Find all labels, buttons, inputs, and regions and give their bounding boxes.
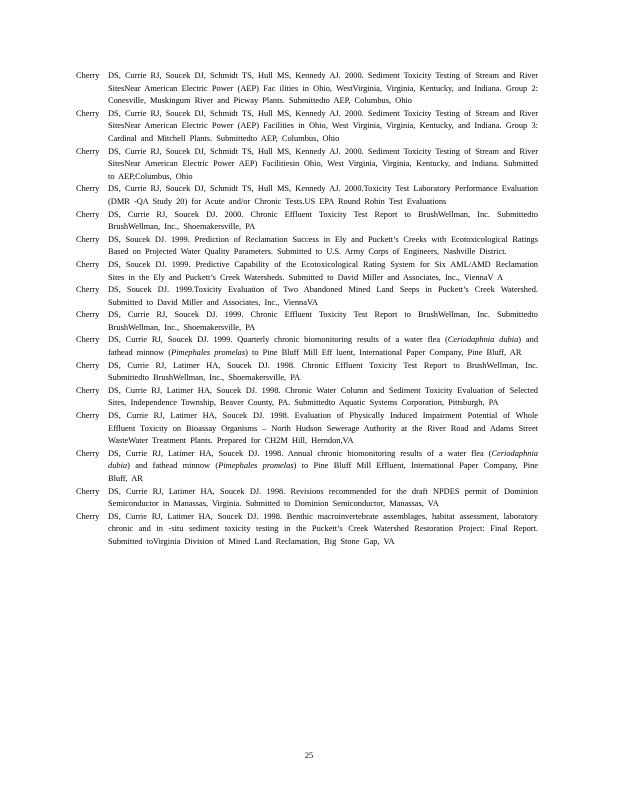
reference-text: ) and fathead minnow (: [127, 461, 219, 471]
reference-author-lead: Cherry: [76, 310, 100, 320]
reference-entry: [76, 259, 538, 284]
reference-text: DS, Currie RJ, Latimer HA, Soucek DJ. 1998. Revisions recommended for the draft NPDES permit of Dominion Semiconductor in Manassas, Virginia. Submitted to Dominion Semiconductor, Manassas, VA: [108, 486, 538, 509]
reference-author-lead: Cherry: [76, 108, 100, 118]
reference-author-lead: Cherry: [76, 184, 100, 194]
reference-text: DS, Currie RJ, Soucek DJ, Schmidt TS, Hull MS, Kennedy AJ. 2000.Toxicity Test Laboratory Performance Evaluation (DMR -QA Study 20) for Acute and/or Chronic Tests.US EPA Round Robin Test Evaluations: [108, 184, 538, 206]
reference-entry: [76, 385, 538, 410]
reference-list: [76, 70, 538, 549]
reference-author-lead: Cherry: [76, 448, 100, 458]
reference-entry: [76, 284, 538, 309]
reference-entry: [76, 108, 538, 146]
reference-text: ) to Pine Bluff Mill Eff luent, International Paper Company, Pine Bluff, AR: [245, 348, 522, 358]
reference-entry: [76, 410, 538, 448]
reference-entry: [76, 334, 538, 359]
reference-author-lead: Cherry: [76, 335, 100, 345]
reference-author-lead: Cherry: [76, 234, 100, 244]
species-name: Pimephales promelas: [218, 461, 294, 471]
reference-entry: [76, 70, 538, 108]
reference-text: DS, Soucek DJ. 1999. Prediction of Reclamation Success in Ely and Puckett’s Creeks with Ecotoxicological Ratings Based on Projected Water Quality Parameters. Submitted to U.S. Army Corps of Engineers, Nashville District.: [108, 234, 538, 257]
reference-author-lead: Cherry: [76, 411, 100, 421]
reference-text: DS, Currie RJ, Soucek DJ, Schmidt TS, Hull MS, Kennedy AJ. 2000. Sediment Toxicity Testing of Stream and River SitesNear American Electric Power (AEP) Fac ilities in Ohio, WestVirginia, Virginia, Kentucky, and Indiana. Group 2: Conesville, Muskingum River and Picway Plants. Submittedto AEP, Columbus, Ohio: [108, 71, 538, 106]
reference-text: DS, Soucek DJ. 1999. Predictive Capability of the Ecotoxicological Rating System for Six AML/AMD Reclamation Sites in the Ely and Puckett’s Creek Watersheds. Submitted to David Miller and Associates, Inc., ViennaV A: [108, 259, 538, 282]
reference-text: DS, Currie RJ, Latimer HA, Soucek DJ. 1998. Chronic Effluent Toxicity Test Report to BrushWellman, Inc. Submittedto BrushWellman, Inc., Shoemakersville, PA: [108, 360, 538, 383]
reference-entry: [76, 234, 538, 259]
reference-text: DS, Currie RJ, Latimer HA, Soucek DJ. 1998. Chronic Water Column and Sediment Toxicity Evaluation of Selected Sites, Independence Township, Beaver County, PA. Submittedto Aquatic Systems Corporation, Pittsburgh, PA: [108, 385, 538, 408]
species-name: Ceriodaphnia dubia: [108, 448, 538, 471]
reference-text: DS, Currie RJ, Soucek DJ. 2000. Chronic Effluent Toxicity Test Report to BrushWellman, Inc. Submittedto BrushWellman, Inc., Shoemakersville, PA: [108, 209, 538, 232]
reference-author-lead: Cherry: [76, 486, 100, 496]
reference-entry: [76, 448, 538, 486]
reference-author-lead: Cherry: [76, 71, 100, 80]
species-name: Ceriodaphnia dubia: [447, 335, 519, 345]
reference-author-lead: Cherry: [76, 285, 100, 295]
reference-entry: [76, 511, 538, 549]
reference-author-lead: Cherry: [76, 259, 100, 269]
reference-text: DS, Currie RJ, Soucek DJ. 1999. Chronic Effluent Toxicity Test Report to BrushWellman, Inc. Submittedto BrushWellman, Inc., Shoemakersville, PA: [108, 310, 538, 332]
species-name: Pimephales promelas: [171, 348, 246, 358]
reference-entry: [76, 183, 538, 208]
reference-author-lead: Cherry: [76, 146, 100, 156]
reference-text: DS, Currie RJ, Soucek DJ, Schmidt TS, Hull MS, Kennedy AJ. 2000. Sediment Toxicity Testing of Stream and River SitesNear American Electric Power (AEP) Facilities in Ohio, West Virginia, Virginia, Kentucky, and Indiana. Group 3: Cardinal and Mitchell Plants. Submittedto AEP, Columbus, Ohio: [108, 108, 538, 143]
reference-text: DS, Currie RJ, Latimer HA, Soucek DJ. 1998. Benthic macroinvertebrate assemblages, habitat assessment, laboratory chronic and in -situ sediment toxicity testing in the Puckett’s Creek Watershed Restoration Project: Final Report. Submitted toVirginia Division of Mined Land Reclamation, Big Stone Gap, VA: [108, 511, 538, 546]
reference-text: DS, Currie RJ, Latimer HA, Soucek DJ. 1998. Annual chronic biomonitoring results of a water flea (: [108, 448, 492, 458]
reference-author-lead: Cherry: [76, 360, 100, 370]
reference-author-lead: Cherry: [76, 511, 100, 521]
reference-text: DS, Currie RJ, Soucek DJ. 1999. Quarterly chronic biomonitoring results of a water flea (: [108, 335, 448, 345]
reference-text: ) to Pine Bluff Mill Effluent, International Paper Company, Pine Bluff, AR: [108, 461, 539, 483]
reference-entry: [76, 360, 538, 385]
reference-text: ) and fathead minnow (: [108, 335, 539, 358]
reference-text: DS, Soucek DJ. 1999.Toxicity Evaluation of Two Abandoned Mined Land Seeps in Puckett’s Creek Watershed. Submitted to David Miller and Associates, Inc., ViennaVA: [108, 285, 538, 307]
reference-author-lead: Cherry: [76, 209, 100, 219]
reference-entry: [76, 309, 538, 334]
page-number: 25: [304, 751, 314, 760]
reference-text: DS, Currie RJ, Soucek DJ, Schmidt TS, Hull MS, Kennedy AJ. 2000. Sediment Toxicity Testing of Stream and River SitesNear American Electric Power AEP) Facilitiesin Ohio, West Virginia, Virginia, Kentucky, and Indiana. Submitted to AEP,Columbus, Ohio: [108, 146, 538, 181]
reference-entry: [76, 146, 538, 184]
reference-entry: [76, 486, 538, 511]
reference-author-lead: Cherry: [76, 385, 100, 395]
reference-text: DS, Currie RJ, Latimer HA, Soucek DJ. 1998. Evaluation of Physically Induced Impairment Potential of Whole Effluent Toxicity on Bioassay Organisms – North Hudson Sewerage Authority at the River Road and Adams Street WasteWater Treatment Plants. Prepared for CH2M Hill, Herndon,VA: [108, 411, 538, 446]
reference-entry: [76, 209, 538, 234]
